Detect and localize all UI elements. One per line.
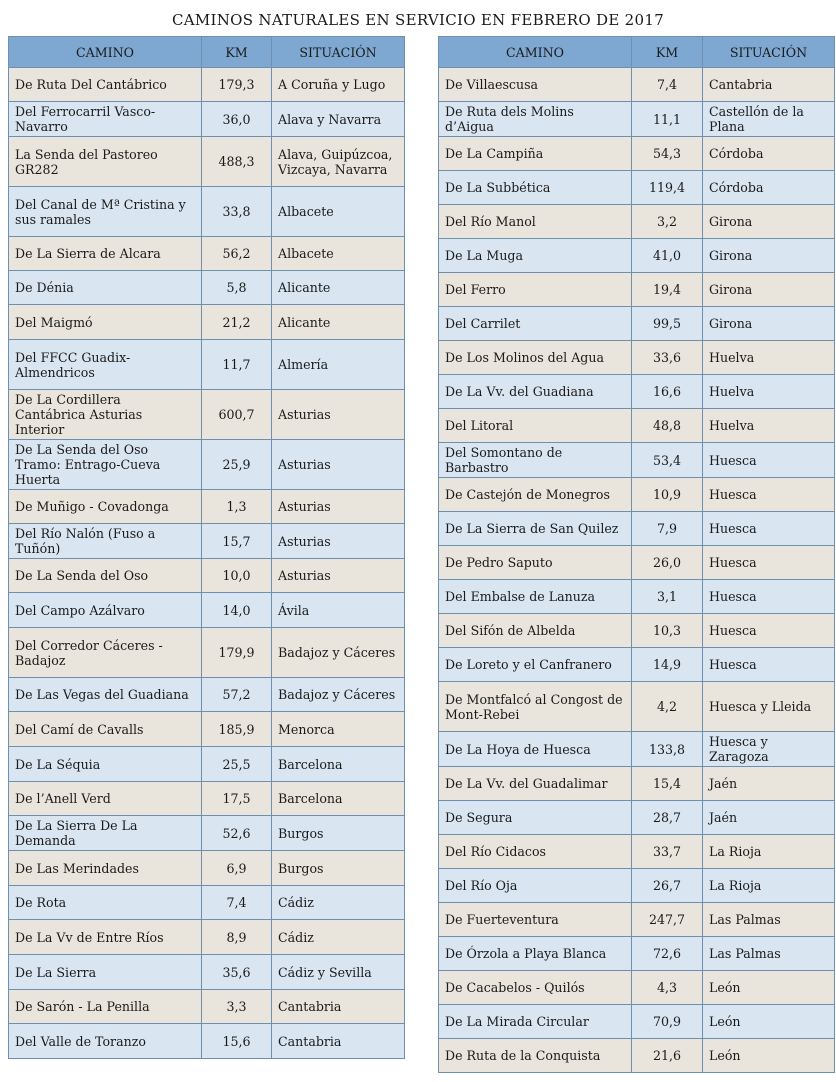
camino-cell: De Ruta de la Conquista <box>439 1039 632 1073</box>
km-cell: 6,9 <box>202 851 272 886</box>
routes-table-right <box>438 36 835 1073</box>
km-cell: 488,3 <box>202 137 272 187</box>
situacion-cell: Huesca <box>703 580 835 614</box>
km-cell: 54,3 <box>632 137 703 171</box>
table-row <box>439 478 835 512</box>
table-row <box>439 137 835 171</box>
km-cell: 33,6 <box>632 341 703 375</box>
km-cell: 70,9 <box>632 1005 703 1039</box>
table-row <box>9 137 405 187</box>
header-camino: CAMINO <box>439 37 632 68</box>
situacion-cell: Girona <box>703 273 835 307</box>
camino-cell: De Cacabelos - Quilós <box>439 971 632 1005</box>
table-row <box>439 614 835 648</box>
km-cell: 14,9 <box>632 648 703 682</box>
km-cell: 48,8 <box>632 409 703 443</box>
km-cell: 15,6 <box>202 1024 272 1059</box>
km-cell: 35,6 <box>202 955 272 990</box>
camino-cell: Del Campo Azálvaro <box>9 593 202 628</box>
situacion-cell: La Rioja <box>703 835 835 869</box>
camino-cell: De La Cordillera Cantábrica Asturias Interior <box>9 390 202 440</box>
camino-cell: Del Río Oja <box>439 869 632 903</box>
situacion-cell: Cádiz <box>272 920 405 955</box>
camino-cell: Del Maigmó <box>9 305 202 340</box>
camino-cell: Del Embalse de Lanuza <box>439 580 632 614</box>
situacion-cell: Cantabria <box>272 1024 405 1059</box>
table-row <box>9 440 405 490</box>
table-row <box>439 732 835 767</box>
km-cell: 119,4 <box>632 171 703 205</box>
situacion-cell: Cádiz y Sevilla <box>272 955 405 990</box>
camino-cell: Del Ferrocarril Vasco-Navarro <box>9 102 202 137</box>
camino-cell: De La Sierra de San Quilez <box>439 512 632 546</box>
routes-table-left-body <box>9 68 405 1059</box>
routes-table-left <box>8 36 405 1059</box>
camino-cell: De La Vv. del Guadalimar <box>439 767 632 801</box>
camino-cell: Del Ferro <box>439 273 632 307</box>
km-cell: 72,6 <box>632 937 703 971</box>
camino-cell: De La Séquia <box>9 747 202 782</box>
situacion-cell: Barcelona <box>272 782 405 816</box>
situacion-cell: Las Palmas <box>703 903 835 937</box>
table-row <box>9 955 405 990</box>
situacion-cell: Huelva <box>703 375 835 409</box>
situacion-cell: Huesca <box>703 478 835 512</box>
km-cell: 36,0 <box>202 102 272 137</box>
situacion-cell: Cantabria <box>272 990 405 1024</box>
table-row <box>439 409 835 443</box>
table-row <box>9 747 405 782</box>
table-row <box>439 375 835 409</box>
table-row <box>439 239 835 273</box>
situacion-cell: Girona <box>703 307 835 341</box>
situacion-cell: Girona <box>703 239 835 273</box>
situacion-cell: Alicante <box>272 271 405 305</box>
camino-cell: De Muñigo - Covadonga <box>9 490 202 524</box>
camino-cell: Del Carrilet <box>439 307 632 341</box>
situacion-cell: Alava, Guipúzcoa, Vizcaya, Navarra <box>272 137 405 187</box>
camino-cell: De La Hoya de Huesca <box>439 732 632 767</box>
situacion-cell: Albacete <box>272 187 405 237</box>
situacion-cell: Las Palmas <box>703 937 835 971</box>
km-cell: 14,0 <box>202 593 272 628</box>
camino-cell: De Ruta dels Molins d’Aigua <box>439 102 632 137</box>
situacion-cell: Huesca y Lleida <box>703 682 835 732</box>
table-row <box>439 443 835 478</box>
table-row <box>439 580 835 614</box>
km-cell: 28,7 <box>632 801 703 835</box>
header-row <box>439 37 835 68</box>
camino-cell: De La Sierra De La Demanda <box>9 816 202 851</box>
table-row <box>9 524 405 559</box>
situacion-cell: La Rioja <box>703 869 835 903</box>
table-row <box>9 559 405 593</box>
km-cell: 7,4 <box>632 68 703 102</box>
table-row <box>9 712 405 747</box>
table-row <box>9 237 405 271</box>
camino-cell: De Las Merindades <box>9 851 202 886</box>
camino-cell: Del FFCC Guadix-Almendricos <box>9 340 202 390</box>
camino-cell: Del Río Manol <box>439 205 632 239</box>
table-row <box>439 546 835 580</box>
table-row <box>439 682 835 732</box>
table-row <box>439 102 835 137</box>
table-row <box>439 341 835 375</box>
camino-cell: Del Sifón de Albelda <box>439 614 632 648</box>
table-row <box>439 307 835 341</box>
situacion-cell: Albacete <box>272 237 405 271</box>
table-row <box>9 678 405 712</box>
km-cell: 33,8 <box>202 187 272 237</box>
camino-cell: De Órzola a Playa Blanca <box>439 937 632 971</box>
situacion-cell: Asturias <box>272 440 405 490</box>
table-row <box>439 1039 835 1073</box>
km-cell: 21,2 <box>202 305 272 340</box>
situacion-cell: A Coruña y Lugo <box>272 68 405 102</box>
camino-cell: Del Somontano de Barbastro <box>439 443 632 478</box>
table-row <box>439 937 835 971</box>
camino-cell: De La Senda del Oso Tramo: Entrago-Cueva Huerta <box>9 440 202 490</box>
situacion-cell: Castellón de la Plana <box>703 102 835 137</box>
header-camino: CAMINO <box>9 37 202 68</box>
situacion-cell: Cádiz <box>272 886 405 920</box>
km-cell: 25,5 <box>202 747 272 782</box>
situacion-cell: Menorca <box>272 712 405 747</box>
situacion-cell: Girona <box>703 205 835 239</box>
header-situacion: SITUACIÓN <box>703 37 835 68</box>
km-cell: 8,9 <box>202 920 272 955</box>
km-cell: 25,9 <box>202 440 272 490</box>
header-km: KM <box>202 37 272 68</box>
page-title: CAMINOS NATURALES EN SERVICIO EN FEBRERO DE 2017 <box>171 11 665 29</box>
camino-cell: De Montfalcó al Congost de Mont-Rebei <box>439 682 632 732</box>
camino-cell: De Pedro Saputo <box>439 546 632 580</box>
situacion-cell: Burgos <box>272 816 405 851</box>
camino-cell: De Los Molinos del Agua <box>439 341 632 375</box>
km-cell: 11,7 <box>202 340 272 390</box>
camino-cell: Del Canal de Mª Cristina y sus ramales <box>9 187 202 237</box>
table-row <box>439 767 835 801</box>
camino-cell: De Sarón - La Penilla <box>9 990 202 1024</box>
situacion-cell: Burgos <box>272 851 405 886</box>
km-cell: 133,8 <box>632 732 703 767</box>
table-row <box>9 920 405 955</box>
table-row <box>439 1005 835 1039</box>
camino-cell: De Ruta Del Cantábrico <box>9 68 202 102</box>
km-cell: 17,5 <box>202 782 272 816</box>
km-cell: 11,1 <box>632 102 703 137</box>
situacion-cell: Alava y Navarra <box>272 102 405 137</box>
camino-cell: De La Mirada Circular <box>439 1005 632 1039</box>
table-row <box>9 1024 405 1059</box>
km-cell: 4,3 <box>632 971 703 1005</box>
km-cell: 3,3 <box>202 990 272 1024</box>
table-row <box>439 971 835 1005</box>
situacion-cell: León <box>703 1039 835 1073</box>
table-row <box>439 869 835 903</box>
camino-cell: De La Subbética <box>439 171 632 205</box>
km-cell: 41,0 <box>632 239 703 273</box>
table-row <box>439 171 835 205</box>
table-row <box>439 68 835 102</box>
table-row <box>439 648 835 682</box>
km-cell: 185,9 <box>202 712 272 747</box>
table-row <box>439 273 835 307</box>
km-cell: 52,6 <box>202 816 272 851</box>
km-cell: 5,8 <box>202 271 272 305</box>
table-row <box>9 490 405 524</box>
camino-cell: De Loreto y el Canfranero <box>439 648 632 682</box>
camino-cell: De La Sierra <box>9 955 202 990</box>
km-cell: 10,0 <box>202 559 272 593</box>
situacion-cell: Huesca <box>703 443 835 478</box>
km-cell: 15,7 <box>202 524 272 559</box>
camino-cell: De La Muga <box>439 239 632 273</box>
situacion-cell: Cantabria <box>703 68 835 102</box>
km-cell: 99,5 <box>632 307 703 341</box>
situacion-cell: Asturias <box>272 390 405 440</box>
table-row <box>9 340 405 390</box>
camino-cell: Del Río Nalón (Fuso a Tuñón) <box>9 524 202 559</box>
km-cell: 247,7 <box>632 903 703 937</box>
km-cell: 26,7 <box>632 869 703 903</box>
camino-cell: De La Vv. del Guadiana <box>439 375 632 409</box>
table-row <box>439 835 835 869</box>
camino-cell: De Castejón de Monegros <box>439 478 632 512</box>
table-row <box>439 801 835 835</box>
situacion-cell: Almería <box>272 340 405 390</box>
table-row <box>439 903 835 937</box>
km-cell: 19,4 <box>632 273 703 307</box>
situacion-cell: Jaén <box>703 801 835 835</box>
header-row <box>9 37 405 68</box>
km-cell: 21,6 <box>632 1039 703 1073</box>
table-row <box>9 187 405 237</box>
km-cell: 10,3 <box>632 614 703 648</box>
situacion-cell: Barcelona <box>272 747 405 782</box>
situacion-cell: Huesca <box>703 648 835 682</box>
camino-cell: Del Corredor Cáceres - Badajoz <box>9 628 202 678</box>
table-row <box>9 851 405 886</box>
camino-cell: De Segura <box>439 801 632 835</box>
table-row <box>439 512 835 546</box>
situacion-cell: Ávila <box>272 593 405 628</box>
km-cell: 179,3 <box>202 68 272 102</box>
table-row <box>9 390 405 440</box>
camino-cell: De La Sierra de Alcara <box>9 237 202 271</box>
routes-table-right-body <box>439 68 835 1073</box>
km-cell: 4,2 <box>632 682 703 732</box>
camino-cell: De l’Anell Verd <box>9 782 202 816</box>
situacion-cell: Córdoba <box>703 137 835 171</box>
header-situacion: SITUACIÓN <box>272 37 405 68</box>
situacion-cell: Huelva <box>703 341 835 375</box>
situacion-cell: Badajoz y Cáceres <box>272 678 405 712</box>
table-row <box>9 886 405 920</box>
table-row <box>9 271 405 305</box>
table-row <box>439 205 835 239</box>
km-cell: 600,7 <box>202 390 272 440</box>
km-cell: 26,0 <box>632 546 703 580</box>
situacion-cell: Jaén <box>703 767 835 801</box>
km-cell: 179,9 <box>202 628 272 678</box>
situacion-cell: León <box>703 1005 835 1039</box>
km-cell: 53,4 <box>632 443 703 478</box>
camino-cell: De La Campiña <box>439 137 632 171</box>
km-cell: 56,2 <box>202 237 272 271</box>
camino-cell: De Fuerteventura <box>439 903 632 937</box>
situacion-cell: Huesca y Zaragoza <box>703 732 835 767</box>
camino-cell: Del Río Cidacos <box>439 835 632 869</box>
situacion-cell: Córdoba <box>703 171 835 205</box>
table-row <box>9 305 405 340</box>
situacion-cell: Huesca <box>703 546 835 580</box>
table-row <box>9 628 405 678</box>
table-row <box>9 816 405 851</box>
situacion-cell: Huesca <box>703 512 835 546</box>
km-cell: 7,9 <box>632 512 703 546</box>
situacion-cell: Asturias <box>272 524 405 559</box>
km-cell: 7,4 <box>202 886 272 920</box>
km-cell: 3,1 <box>632 580 703 614</box>
situacion-cell: Asturias <box>272 490 405 524</box>
camino-cell: De Villaescusa <box>439 68 632 102</box>
km-cell: 33,7 <box>632 835 703 869</box>
camino-cell: Del Camí de Cavalls <box>9 712 202 747</box>
km-cell: 10,9 <box>632 478 703 512</box>
camino-cell: De Las Vegas del Guadiana <box>9 678 202 712</box>
camino-cell: De La Senda del Oso <box>9 559 202 593</box>
km-cell: 15,4 <box>632 767 703 801</box>
table-row <box>9 990 405 1024</box>
situacion-cell: Alicante <box>272 305 405 340</box>
situacion-cell: Huelva <box>703 409 835 443</box>
km-cell: 57,2 <box>202 678 272 712</box>
camino-cell: Del Litoral <box>439 409 632 443</box>
km-cell: 1,3 <box>202 490 272 524</box>
km-cell: 3,2 <box>632 205 703 239</box>
camino-cell: De La Vv de Entre Ríos <box>9 920 202 955</box>
table-row <box>9 102 405 137</box>
table-row <box>9 782 405 816</box>
camino-cell: Del Valle de Toranzo <box>9 1024 202 1059</box>
table-row <box>9 593 405 628</box>
camino-cell: De Dénia <box>9 271 202 305</box>
table-row <box>9 68 405 102</box>
km-cell: 16,6 <box>632 375 703 409</box>
camino-cell: De Rota <box>9 886 202 920</box>
situacion-cell: Asturias <box>272 559 405 593</box>
header-km: KM <box>632 37 703 68</box>
situacion-cell: Huesca <box>703 614 835 648</box>
situacion-cell: León <box>703 971 835 1005</box>
situacion-cell: Badajoz y Cáceres <box>272 628 405 678</box>
camino-cell: La Senda del Pastoreo GR282 <box>9 137 202 187</box>
